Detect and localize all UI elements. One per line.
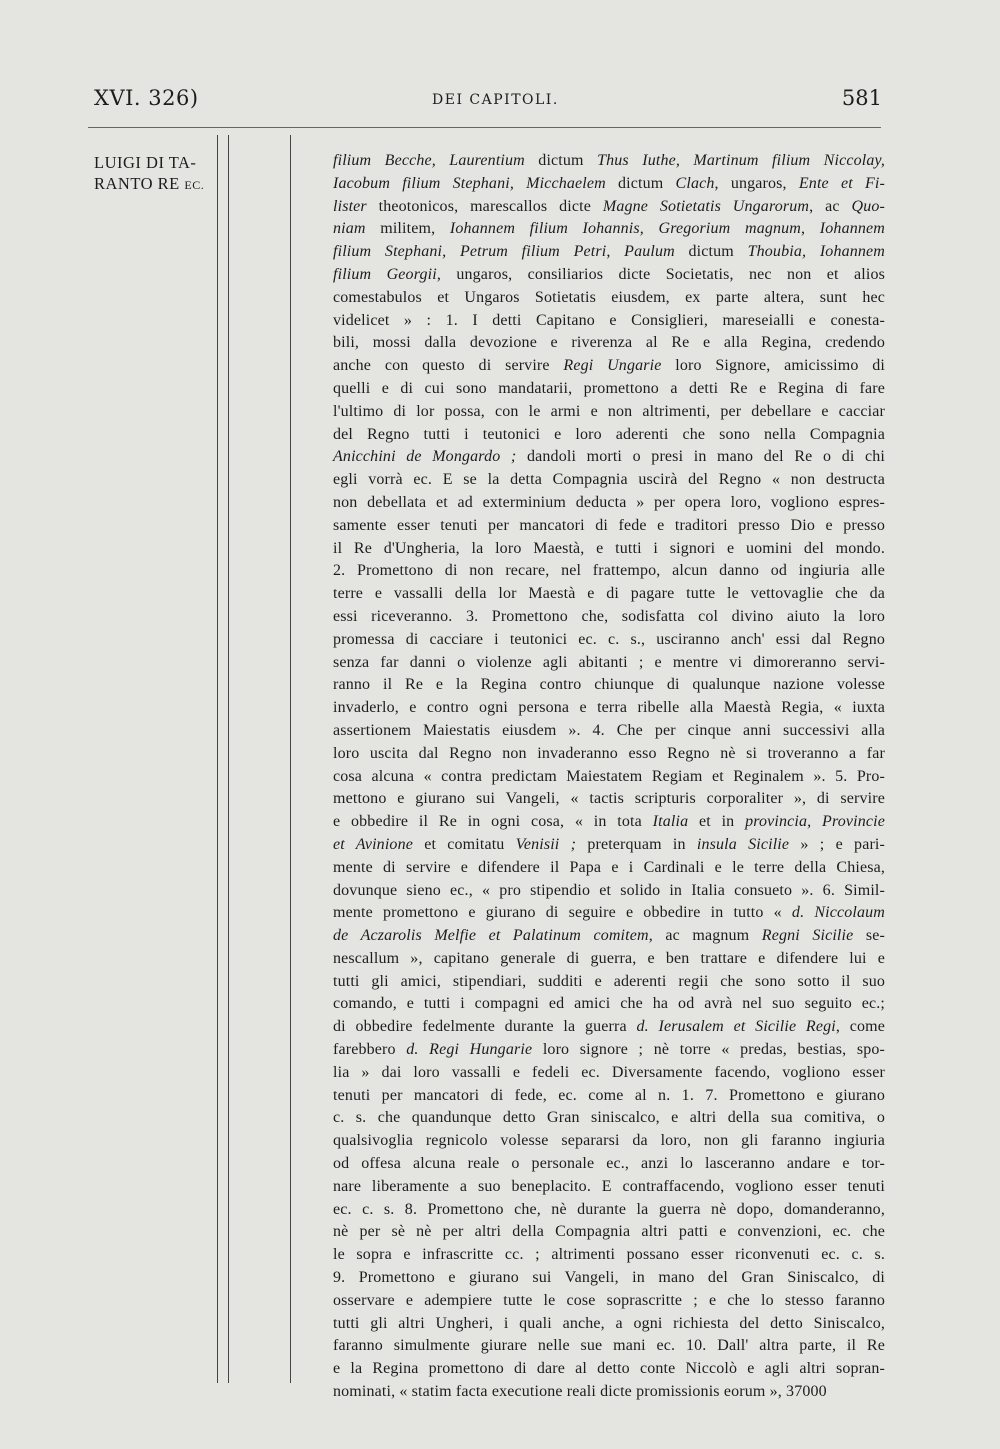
text-line: lia » dai loro vassalli e fedeli ec. Diversamente facendo, vogliono esser <box>333 1063 885 1081</box>
text-line: comando, e tutti i compagni ed amici che ha od avrà nel suo seguito ec.; <box>333 995 885 1013</box>
section-reference: XVI. 326) <box>94 86 199 110</box>
text-line: filium Becche, Laurentium dictum Thus Iuthe, Martinum filium Niccolay, <box>333 152 886 169</box>
text-line: samente esser tenuti per mancatori di fede e traditori presso Dio e presso <box>333 516 885 534</box>
text-line: nescallum », capitano generale di guerra, e ben trattare e difendere lui e <box>333 949 885 967</box>
text-line: bili, mossi dalla devozione e riverenza al Re e alla Regina, credendo <box>333 334 885 352</box>
text-line: invaderlo, e contro ogni persona e terra ribelle alla Maestà Regia, « iuxta <box>333 699 885 717</box>
text-line: non debellata et ad exterminium deducta » per opera loro, vogliono espres- <box>333 493 885 511</box>
text-line: 2. Promettono di non recare, nel frattempo, alcun danno od ingiuria alle <box>333 562 885 580</box>
header-rule <box>88 127 881 128</box>
text-line: l'ultimo di lor possa, con le armi e non altrimenti, per debellare e cacciar <box>333 402 885 420</box>
column-rule-1 <box>217 135 218 1383</box>
text-line: loro uscita dal Regno non invaderanno esso Regno nè si troveranno a far <box>333 744 885 762</box>
column-rule-3 <box>290 135 291 1383</box>
text-line: filium Stephani, Petrum filium Petri, Paulum dictum Thoubia, Iohannem <box>333 243 885 261</box>
text-line: promessa di cacciare i teutonici ec. c. s., usciranno anch' essi dal Regno <box>333 630 885 648</box>
text-line: comestabulos et Ungaros Sotietatis eiusdem, ex parte altera, sunt hec <box>333 288 885 306</box>
text-line: c. s. che quandunque detto Gran siniscalco, e altri della sua comitiva, o <box>333 1109 885 1127</box>
text-line: ranno il Re e la Regina contro chiunque di qualunque nazione volesse <box>333 676 885 694</box>
text-line: filium Georgii, ungaros, consiliarios dicte Societatis, nec non et alios <box>333 265 885 283</box>
text-line: tutti gli altri Ungheri, i quali anche, a ogni richiesta del detto Siniscalco, <box>333 1314 885 1332</box>
text-line: il Re d'Ungheria, la loro Maestà, e tutti i signori e uomini del mondo. <box>333 539 885 557</box>
text-line: terre e vassalli della lor Maestà e di pagare tutte le vettovaglie che da <box>333 585 885 603</box>
margin-note-line-1: LUIGI DI TA- <box>94 153 197 172</box>
text-line: tenuti per mancatori di fede, ec. come al n. 1. 7. Promettono e giurano <box>333 1086 885 1104</box>
text-line: lister theotonicos, marescallos dicte Magne Sotietatis Ungarorum, ac Quo- <box>333 197 886 215</box>
text-line: di obbedire fedelmente durante la guerra d. Ierusalem et Sicilie Regi, come <box>333 1018 885 1036</box>
text-line: od offesa alcuna reale o personale ec., anzi lo lasceranno andare e tor- <box>333 1155 885 1173</box>
text-line: videlicet » : 1. I detti Capitano e Consiglieri, mareseialli e conesta- <box>333 311 885 329</box>
text-line: qualsivoglia regnicolo volesse separarsi da loro, non gli faranno ingiuria <box>333 1132 885 1150</box>
text-line: mente promettono e giurano di seguire e obbedire in tutto « d. Niccolaum <box>333 904 886 922</box>
text-line: dovunque sieno ec., « pro stipendio et solido in Italia consueto ». 6. Simil- <box>333 881 885 899</box>
main-text-column <box>333 150 885 1404</box>
margin-note <box>94 152 222 196</box>
text-line: mente di servire e difendere il Papa e i Cardinali e le terre della Chiesa, <box>333 858 885 876</box>
text-line: nominati, « statim facta executione reali dicte promissionis eorum », 37000 <box>333 1383 827 1401</box>
text-line: 9. Promettono e giurano sui Vangeli, in mano del Gran Siniscalco, di <box>333 1269 885 1287</box>
margin-note-line-2-small: EC. <box>184 178 205 192</box>
text-line: ec. c. s. 8. Promettono che, nè durante la guerra nè dopo, domanderanno, <box>333 1200 885 1218</box>
text-line: del Regno tutti i teutonici e loro aderenti che sono nella Compagnia <box>333 425 885 443</box>
margin-note-line-2 <box>94 173 222 196</box>
text-line: e la Regina promettono di dare al detto conte Niccolò e agli altri sopran- <box>333 1360 885 1378</box>
text-line: niam militem, Iohannem filium Iohannis, Gregorium magnum, Iohannem <box>333 220 885 238</box>
text-line: senza far danni o violenze agli abitanti ; e mentre vi dimoreranno servi- <box>333 653 885 671</box>
text-line: quelli e di cui sono mandatarii, promettono a detti Re e Regina di fare <box>333 379 885 397</box>
running-title: DEI CAPITOLI. <box>432 92 559 108</box>
text-line: Iacobum filium Stephani, Micchaelem dictum Clach, ungaros, Ente et Fi- <box>333 174 885 192</box>
margin-note-line-2-main: RANTO RE <box>94 174 180 193</box>
text-line: tutti gli amici, stipendiari, sudditi e aderenti regii che sono sotto il suo <box>333 972 885 990</box>
text-line: osservare e adempiere tutte le cose soprascritte ; e che lo stesso faranno <box>333 1291 885 1309</box>
page-number: 581 <box>841 86 882 110</box>
running-header <box>94 86 882 116</box>
text-line: de Aczarolis Melfie et Palatinum comitem, ac magnum Regni Sicilie se- <box>333 927 885 945</box>
column-rule-2 <box>228 135 229 1383</box>
text-line: assertionem Maiestatis eiusdem ». 4. Che per cinque anni successivi alla <box>333 721 885 739</box>
text-line: le sopra e infrascritte cc. ; altrimenti possano esser riconvenuti ec. c. s. <box>333 1246 885 1264</box>
text-line: cosa alcuna « contra predictam Maiestatem Regiam et Reginalem ». 5. Pro- <box>333 767 885 785</box>
text-line: faranno simulmente giurare nelle sue mani ec. 10. Dall' altra parte, il Re <box>333 1337 885 1355</box>
text-line: nè per sè nè per altri della Compagnia altri patti e convenzioni, ec. che <box>333 1223 885 1241</box>
text-line: Anicchini de Mongardo ; dandoli morti o presi in mano del Re o di chi <box>333 448 886 466</box>
text-line: egli vorrà ec. E se la detta Compagnia uscirà del Regno « non destructa <box>333 471 885 489</box>
text-line: e obbedire il Re in ogni cosa, « in tota Italia et in provincia, Provincie <box>333 813 886 831</box>
text-line: et Avinione et comitatu Venisii ; preterquam in insula Sicilie » ; e pari- <box>333 835 885 853</box>
text-line: farebbero d. Regi Hungarie loro signore ; nè torre « predas, bestias, spo- <box>333 1041 885 1059</box>
text-line: anche con questo di servire Regi Ungarie loro Signore, amicissimo di <box>333 357 886 375</box>
text-line: mettono e giurano sui Vangeli, « tactis scripturis corporaliter », di servire <box>333 790 885 808</box>
text-line: essi riceveranno. 3. Promettono che, sodisfatta col divino aiuto la loro <box>333 607 885 625</box>
text-line: nare liberamente a suo beneplacito. E contraffacendo, vogliono esser tenuti <box>333 1177 885 1195</box>
